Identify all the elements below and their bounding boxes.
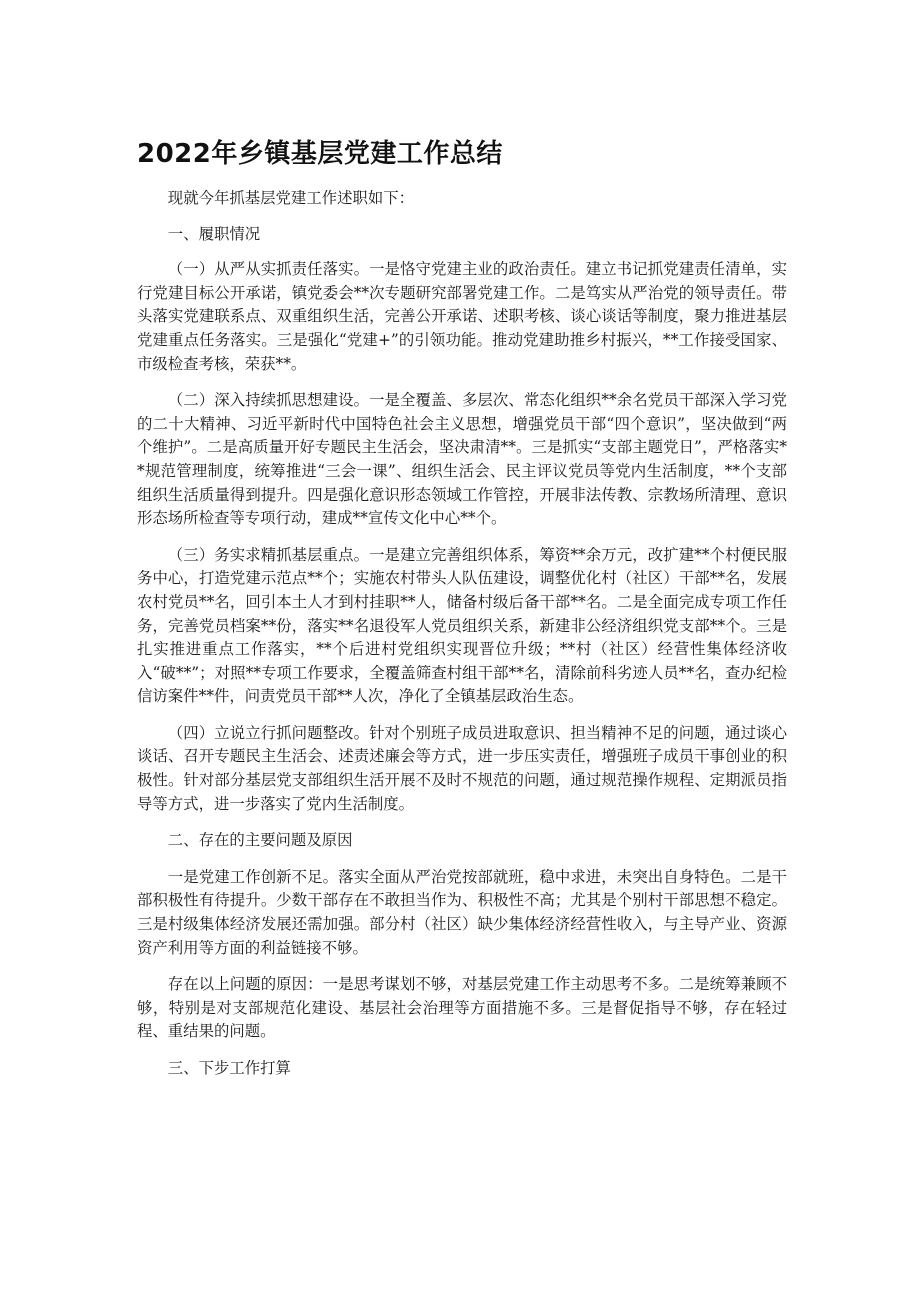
section1-paragraph-2: （二）深入持续抓思想建设。一是全覆盖、多层次、常态化组织**余名党员干部深入学习党的二十大精神、习近平新时代中国特色社会主义思想，增强党员干部“四个意识”，坚决做到“两个维护”。二是高质量开好专题民主生活会，坚决肃清**。三是抓实“支部主题党日”，严格落实**规范管理制度，统筹推进“三会一课”、组织生活会、民主评议党员等党内生活制度，**个支部组织生活质量得到提升。四是强化意识形态领域工作管控，开展非法传教、宗教场所清理、意识形态场所检查等专项行动，建成**宣传文化中心**个。	[137, 391, 787, 528]
document-body	[137, 187, 787, 1081]
intro-paragraph: 现就今年抓基层党建工作述职如下：	[167, 189, 415, 207]
section-heading-1: 一、履职情况	[167, 224, 261, 243]
section1-paragraph-3: （三）务实求精抓基层重点。一是建立完善组织体系，筹资**余万元，改扩建**个村便民服务中心，打造党建示范点**个；实施农村带头人队伍建设，调整优化村（社区）干部**名，发展农村党员**名，回引本土人才到村挂职**人，储备村级后备干部**名。二是全面完成专项工作任务，完善党员档案**份，落实**名退役军人党员组织关系，新建非公经济组织党支部**个。三是扎实推进重点工作落实，**个后进村党组织实现晋位升级；**村（社区）经营性集体经济收入“破**”；对照**专项工作要求，全覆盖筛查村组干部**名，清除前科劣迹人员**名，查办纪检信访案件**件，问责党员干部**人次，净化了全镇基层政治生态。	[137, 545, 787, 706]
section2-paragraph-1: 一是党建工作创新不足。落实全面从严治党按部就班，稳中求进，未突出自身特色。二是干部积极性有待提升。少数干部存在不敢担当作为、积极性不高；尤其是个别村干部思想不稳定。三是村级集体经济发展还需加强。部分村（社区）缺少集体经济经营性收入，与主导产业、资源资产利用等方面的利益链接不够。	[137, 867, 787, 957]
section-heading-3: 三、下步工作打算	[167, 1059, 291, 1077]
document-title: 2022年乡镇基层党建工作总结	[137, 139, 503, 169]
section1-paragraph-4: （四）立说立行抓问题整改。针对个别班子成员进取意识、担当精神不足的问题，通过谈心谈话、召开专题民主生活会、述责述廉会等方式，进一步压实责任，增强班子成员干事创业的积极性。针对部分基层党支部组织生活开展不及时不规范的问题，通过规范操作规程、定期派员指导等方式，进一步落实了党内生活制度。	[137, 723, 787, 813]
section1-paragraph-1: （一）从严从实抓责任落实。一是恪守党建主业的政治责任。建立书记抓党建责任清单，实行党建目标公开承诺，镇党委会**次专题研究部署党建工作。二是笃实从严治党的领导责任。带头落实党建联系点、双重组织生活，完善公开承诺、述职考核、谈心谈话等制度，聚力推进基层党建重点任务落实。三是强化“党建+”的引领功能。推动党建助推乡村振兴，**工作接受国家、市级检查考核，荣获**。	[137, 260, 787, 373]
section2-paragraph-2: 存在以上问题的原因：一是思考谋划不够，对基层党建工作主动思考不多。二是统筹兼顾不够，特别是对支部规范化建设、基层社会治理等方面措施不多。三是督促指导不够，存在轻过程、重结果的问题。	[137, 975, 787, 1041]
section-heading-2: 二、存在的主要问题及原因	[167, 831, 353, 850]
